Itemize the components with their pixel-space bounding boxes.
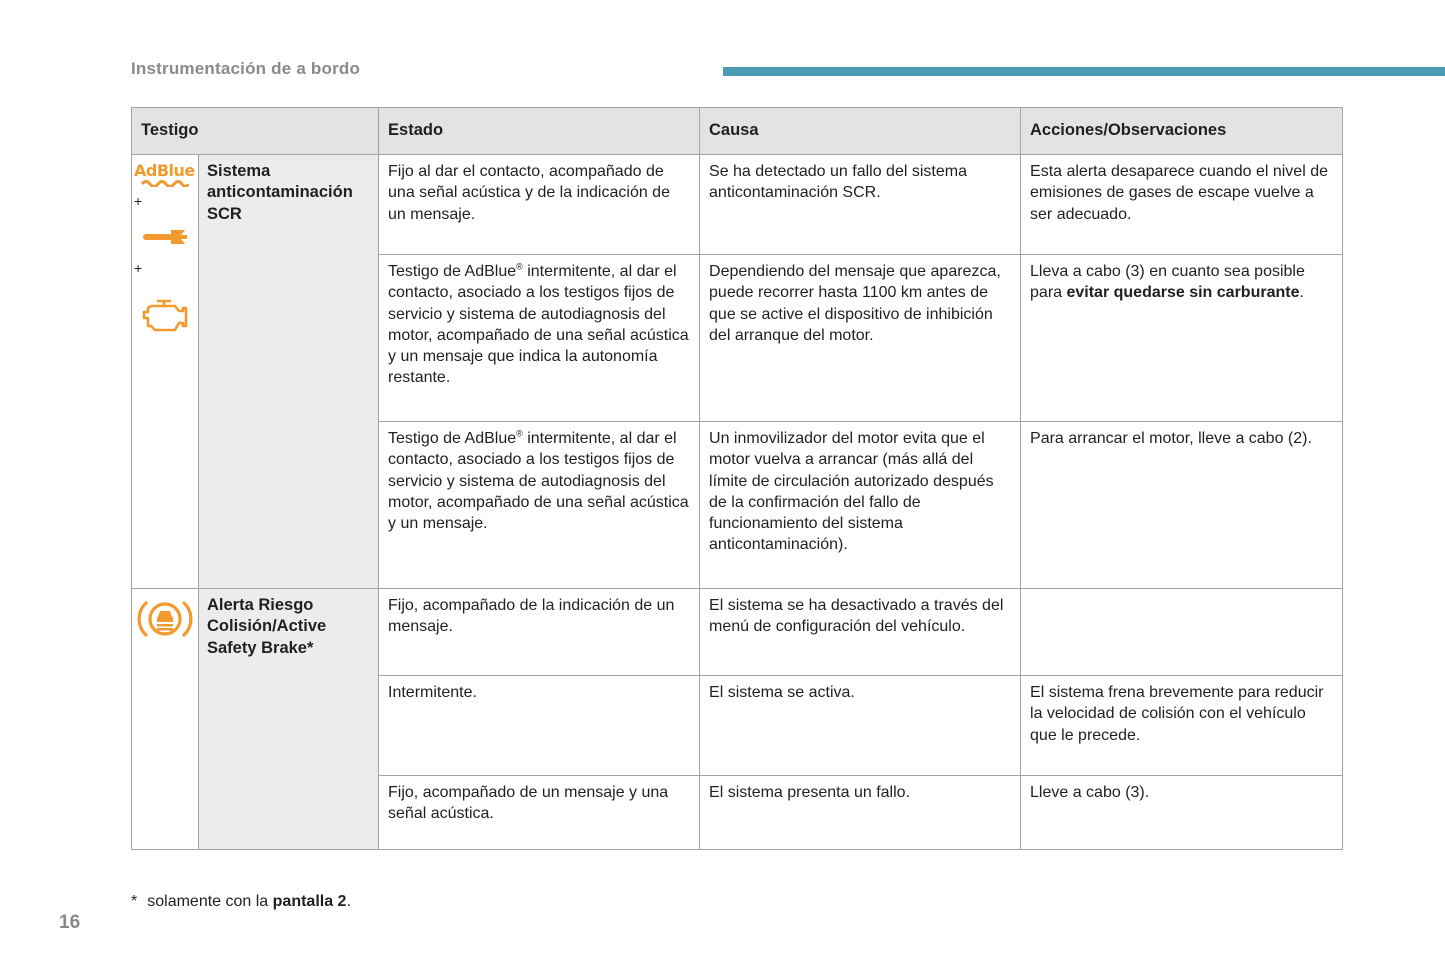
acciones-text: . xyxy=(1299,284,1304,302)
table-header-row xyxy=(132,108,1343,155)
column-header-testigo: Testigo xyxy=(132,108,379,155)
page-number: 16 xyxy=(59,912,81,933)
estado-text: intermitente, al dar el contacto, asociado a los testigos fijos de servicio y sistema de autodiagnosis del motor, acompañado de una señal acústica y un mensaje. xyxy=(388,430,689,533)
estado-text: Testigo de AdBlue xyxy=(388,263,517,280)
acciones-cell: Para arrancar el motor, lleve a cabo (2). xyxy=(1021,422,1343,589)
table-row xyxy=(132,589,1343,676)
footnote xyxy=(131,893,351,911)
service-wrench-icon xyxy=(141,226,189,248)
estado-cell: Intermitente. xyxy=(379,676,700,776)
plus-sign: + xyxy=(134,193,143,209)
acciones-text: Lleva a cabo (3) en cuanto sea posible para xyxy=(1030,263,1305,302)
adblue-wave-icon xyxy=(141,179,189,187)
registered-mark: ® xyxy=(516,428,523,439)
registered-mark: ® xyxy=(516,261,523,272)
estado-cell: Fijo, acompañado de la indicación de un mensaje. xyxy=(379,589,700,676)
acciones-cell xyxy=(1021,255,1343,422)
column-header-acciones: Acciones/Observaciones xyxy=(1021,108,1343,155)
acciones-cell: El sistema frena brevemente para reducir la velocidad de colisión con el vehículo que le precede. xyxy=(1021,676,1343,776)
causa-cell: El sistema se activa. xyxy=(700,676,1021,776)
causa-cell: Se ha detectado un fallo del sistema anticontaminación SCR. xyxy=(700,155,1021,255)
estado-cell xyxy=(379,255,700,422)
footnote-text: . xyxy=(346,893,351,910)
system-name-collision: Alerta Riesgo Colisión/Active Safety Brake* xyxy=(199,589,379,850)
causa-cell: El sistema se ha desactivado a través del menú de configuración del vehículo. xyxy=(700,589,1021,676)
engine-check-icon xyxy=(141,298,189,334)
header-accent-bar xyxy=(723,67,1445,76)
estado-text: intermitente, al dar el contacto, asociado a los testigos fijos de servicio y sistema de autodiagnosis del motor, acompañado de una señal acústica y un mensaje que indica la autonomía restante. xyxy=(388,263,689,387)
estado-text: Testigo de AdBlue xyxy=(388,430,517,447)
causa-cell: Dependiendo del mensaje que aparezca, puede recorrer hasta 1100 km antes de que se active el dispositivo de inhibición del arranque del motor. xyxy=(700,255,1021,422)
warning-icons-collision xyxy=(132,589,199,850)
column-header-estado: Estado xyxy=(379,108,700,155)
plus-sign: + xyxy=(134,260,143,277)
acciones-cell xyxy=(1021,589,1343,676)
estado-cell: Fijo al dar el contacto, acompañado de una señal acústica y de la indicación de un mensaje. xyxy=(379,155,700,255)
estado-cell xyxy=(379,422,700,589)
adblue-icon: AdBlue xyxy=(134,161,195,180)
system-name-scr: Sistema anticontaminación SCR xyxy=(199,155,379,589)
footnote-emphasis: pantalla 2 xyxy=(272,893,347,910)
footnote-marker: * xyxy=(131,893,138,910)
acciones-emphasis: evitar quedarse sin carburante xyxy=(1066,284,1300,302)
acciones-cell: Esta alerta desaparece cuando el nivel de emisiones de gases de escape vuelve a ser adecuado. xyxy=(1021,155,1343,255)
column-header-causa: Causa xyxy=(700,108,1021,155)
estado-cell: Fijo, acompañado de un mensaje y una señal acústica. xyxy=(379,776,700,850)
section-title: Instrumentación de a bordo xyxy=(131,59,361,78)
warning-lights-table xyxy=(131,107,1343,850)
causa-cell: Un inmovilizador del motor evita que el motor vuelva a arrancar (más allá del límite de circulación autorizado después de la confirmación del fallo de funcionamiento del sistema anticontaminación). xyxy=(700,422,1021,589)
acciones-cell: Lleve a cabo (3). xyxy=(1021,776,1343,850)
footnote-text: solamente con la xyxy=(147,893,273,910)
warning-icons-scr xyxy=(132,155,199,589)
table-row xyxy=(132,155,1343,255)
causa-cell: El sistema presenta un fallo. xyxy=(700,776,1021,850)
collision-brake-icon xyxy=(137,597,193,641)
